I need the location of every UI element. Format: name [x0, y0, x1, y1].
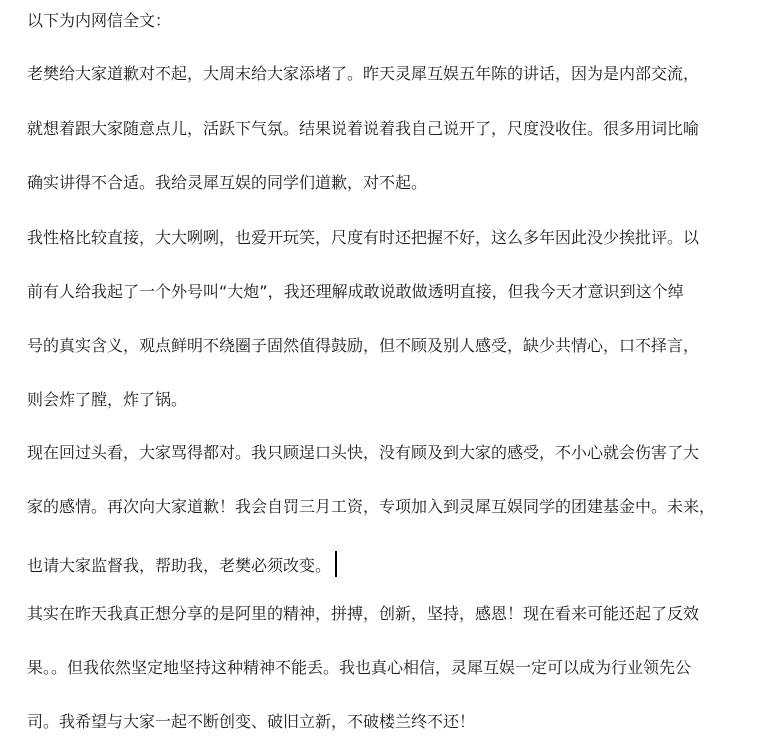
paragraph-4-line-3 [27, 712, 475, 732]
text-line-14: 司。我希望与大家一起不断创变、破旧立新，不破楼兰终不还！ [27, 712, 476, 731]
paragraph-3-line-1 [27, 443, 699, 463]
paragraph-2-line-3 [27, 336, 699, 356]
paragraph-3-line-2 [27, 497, 715, 517]
text-line-1: 以下为内网信全文： [27, 11, 172, 30]
text-cursor [335, 551, 337, 577]
paragraph-2-line-4 [27, 390, 187, 410]
paragraph-3-line-3[interactable] [27, 551, 337, 577]
paragraph-4-line-1 [27, 604, 699, 624]
text-line-13: 果。。但我依然坚定地坚持这种精神不能丢。我也真心相信，灵犀互娱一定可以成为行业领先公 [27, 658, 692, 677]
intro-line [27, 11, 171, 31]
paragraph-1-line-2 [27, 119, 699, 139]
paragraph-2-line-2 [27, 282, 684, 302]
paragraph-2-line-1 [27, 228, 699, 248]
text-line-11: 也请大家监督我，帮助我，老樊必须改变。 [27, 556, 332, 575]
text-line-9: 现在回过头看，大家骂得都对。我只顾逞口头快，没有顾及到大家的感受，不小心就会伤害了大 [27, 443, 700, 462]
text-line-10: 家的感情。再次向大家道歉！我会自罚三月工资，专项加入到灵犀互娱同学的团建基金中。未来， [27, 497, 716, 516]
text-line-6: 前有人给我起了一个外号叫“大炮”，我还理解成敢说敢做透明直接，但我今天才意识到这个绰 [27, 282, 684, 301]
text-line-2: 老樊给大家道歉对不起，大周末给大家添堵了。昨天灵犀互娱五年陈的讲话，因为是内部交流， [27, 64, 700, 83]
text-line-7: 号的真实含义，观点鲜明不绕圈子固然值得鼓励，但不顾及别人感受，缺少共情心，口不择言， [27, 336, 700, 355]
text-line-3: 就想着跟大家随意点儿，活跃下气氛。结果说着说着我自己说开了，尺度没收住。很多用词比喻 [27, 119, 700, 138]
paragraph-1-line-1 [27, 64, 699, 84]
text-line-12: 其实在昨天我真正想分享的是阿里的精神，拼搏，创新，坚持，感恩！现在看来可能还起了反效 [27, 604, 700, 623]
text-line-8: 则会炸了膛，炸了锅。 [27, 390, 188, 409]
paragraph-1-line-3 [27, 173, 427, 193]
paragraph-4-line-2 [27, 658, 691, 678]
text-line-4: 确实讲得不合适。我给灵犀互娱的同学们道歉，对不起。 [27, 173, 428, 192]
text-line-5: 我性格比较直接，大大咧咧，也爱开玩笑，尺度有时还把握不好，这么多年因此没少挨批评。以 [27, 228, 700, 247]
